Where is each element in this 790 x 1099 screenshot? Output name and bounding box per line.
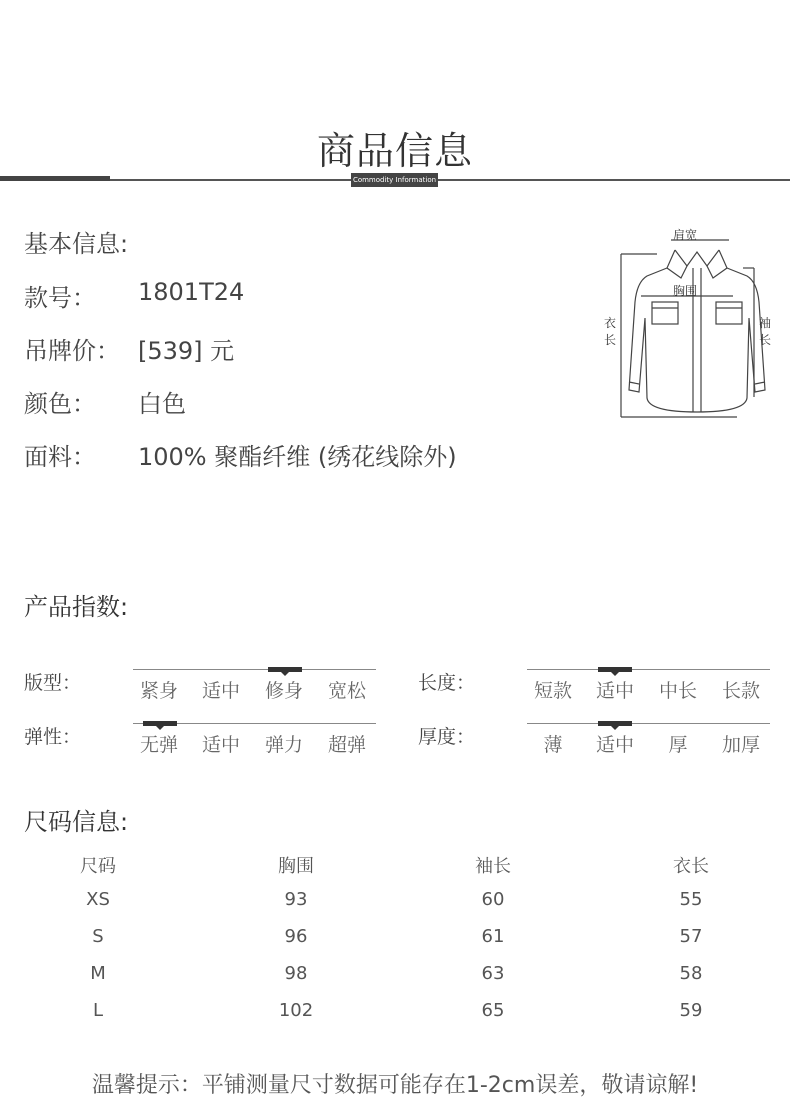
thickness-option: 厚: [668, 734, 688, 756]
size-table-header: 胸围: [278, 856, 314, 877]
size-table-cell: 93: [284, 889, 308, 910]
size-table-cell: 58: [679, 963, 703, 984]
length-scale-line: [527, 669, 770, 670]
sleeve-label-1: 袖: [759, 316, 772, 330]
fit-option: 紧身: [139, 680, 178, 702]
size-table-cell: 57: [679, 926, 703, 947]
size-table-cell: 59: [679, 1000, 703, 1021]
fit-label: 版型：: [24, 672, 82, 694]
thickness-label: 厚度：: [418, 726, 476, 748]
thickness-selected-marker: [598, 721, 632, 726]
style-number-value: 1801T24: [138, 278, 245, 306]
color-label: 颜色：: [24, 390, 96, 418]
size-info-heading: 尺码信息:: [24, 808, 129, 836]
size-table-cell: 63: [481, 963, 505, 984]
fit-option: 宽松: [327, 680, 366, 702]
tag-price-value: [539] 元: [138, 337, 235, 365]
fit-selected-marker: [268, 667, 302, 672]
length-option: 短款: [533, 680, 572, 702]
size-table-cell: 61: [481, 926, 505, 947]
elasticity-option: 超弹: [327, 734, 366, 756]
style-number-label: 款号：: [24, 284, 96, 312]
size-table-header: 衣长: [673, 856, 709, 877]
size-table-cell: XS: [86, 889, 110, 910]
fit-option-selected: 修身: [264, 680, 303, 702]
chest-label: 胸围: [673, 284, 698, 298]
page-subtitle: Commodity Information: [351, 173, 438, 187]
length-option: 长款: [721, 680, 760, 702]
size-table-cell: L: [92, 1000, 104, 1021]
fabric-label: 面料：: [24, 443, 96, 471]
size-table-cell: 102: [278, 1000, 314, 1021]
fabric-value: 100% 聚酯纤维 (绣花线除外): [138, 443, 457, 471]
elasticity-option: 适中: [201, 734, 240, 756]
size-table-cell: S: [92, 926, 104, 947]
length-option-selected: 适中: [595, 680, 634, 702]
size-table-cell: 65: [481, 1000, 505, 1021]
length-label-1: 衣: [604, 316, 617, 330]
size-table-cell: M: [90, 963, 106, 984]
size-table-cell: 55: [679, 889, 703, 910]
elasticity-label: 弹性：: [24, 726, 82, 748]
thickness-option: 加厚: [721, 734, 760, 756]
size-table-cell: 60: [481, 889, 505, 910]
length-label-2: 长: [604, 333, 617, 347]
elasticity-option: 弹力: [264, 734, 303, 756]
length-option: 中长: [658, 680, 697, 702]
size-table-header: 袖长: [475, 856, 511, 877]
elasticity-option-selected: 无弹: [139, 734, 178, 756]
size-table-cell: 96: [284, 926, 308, 947]
color-value: 白色: [138, 390, 186, 418]
shoulder-width-label: 肩宽: [673, 228, 698, 242]
page-title: 商品信息: [316, 129, 473, 173]
fit-option: 适中: [201, 680, 240, 702]
title-accent-bar: [0, 176, 110, 181]
basic-info-heading: 基本信息:: [24, 230, 129, 258]
tag-price-label: 吊牌价：: [24, 337, 120, 365]
thickness-option: 薄: [543, 734, 563, 756]
thickness-scale-line: [527, 723, 770, 724]
shirt-measurement-diagram: [597, 222, 787, 422]
product-index-heading: 产品指数:: [24, 593, 129, 621]
elasticity-selected-marker: [143, 721, 177, 726]
sleeve-label-2: 长: [759, 333, 772, 347]
length-label: 长度：: [418, 672, 476, 694]
fit-scale-line: [133, 669, 376, 670]
size-table-cell: 98: [284, 963, 308, 984]
measurement-tip: 温馨提示：平铺测量尺寸数据可能存在1-2cm误差，敬请谅解!: [91, 1073, 699, 1098]
thickness-option-selected: 适中: [595, 734, 634, 756]
length-selected-marker: [598, 667, 632, 672]
size-table-header: 尺码: [80, 856, 116, 877]
